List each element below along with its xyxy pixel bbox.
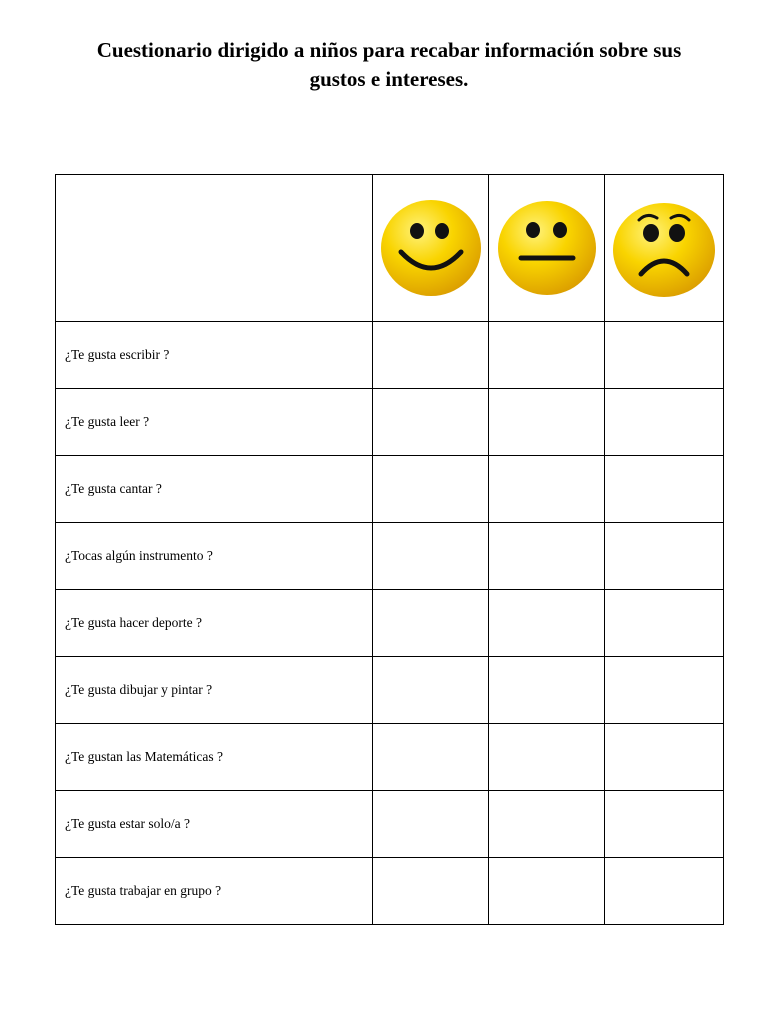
answer-cell-happy[interactable]	[373, 858, 489, 925]
question-label: ¿Te gusta cantar ?	[56, 456, 373, 523]
happy-header-cell	[373, 175, 489, 322]
question-row	[56, 456, 724, 523]
question-label: ¿Tocas algún instrumento ?	[56, 523, 373, 590]
answer-cell-neutral[interactable]	[489, 322, 605, 389]
answer-cell-happy[interactable]	[373, 523, 489, 590]
question-row	[56, 523, 724, 590]
answer-cell-sad[interactable]	[605, 791, 724, 858]
question-row	[56, 791, 724, 858]
question-label: ¿Te gusta estar solo/a ?	[56, 791, 373, 858]
question-label: ¿Te gusta leer ?	[56, 389, 373, 456]
question-row	[56, 389, 724, 456]
neutral-header-cell	[489, 175, 605, 322]
answer-cell-happy[interactable]	[373, 389, 489, 456]
empty-header-cell	[56, 175, 373, 322]
answer-cell-neutral[interactable]	[489, 590, 605, 657]
question-label: ¿Te gusta trabajar en grupo ?	[56, 858, 373, 925]
header-row	[56, 175, 724, 322]
answer-cell-happy[interactable]	[373, 456, 489, 523]
answer-cell-neutral[interactable]	[489, 791, 605, 858]
sad-header-cell	[605, 175, 724, 322]
answer-cell-sad[interactable]	[605, 389, 724, 456]
title-line-2: gustos e intereses.	[309, 67, 469, 91]
answer-cell-happy[interactable]	[373, 322, 489, 389]
answer-cell-happy[interactable]	[373, 724, 489, 791]
answer-cell-sad[interactable]	[605, 657, 724, 724]
answer-cell-sad[interactable]	[605, 456, 724, 523]
question-label: ¿Te gustan las Matemáticas ?	[56, 724, 373, 791]
answer-cell-neutral[interactable]	[489, 389, 605, 456]
answer-cell-sad[interactable]	[605, 724, 724, 791]
answer-cell-sad[interactable]	[605, 858, 724, 925]
answer-cell-happy[interactable]	[373, 590, 489, 657]
document-title	[40, 36, 738, 94]
question-row	[56, 590, 724, 657]
question-label: ¿Te gusta hacer deporte ?	[56, 590, 373, 657]
question-label: ¿Te gusta escribir ?	[56, 322, 373, 389]
answer-cell-happy[interactable]	[373, 791, 489, 858]
survey-table	[55, 174, 724, 925]
answer-cell-happy[interactable]	[373, 657, 489, 724]
answer-cell-neutral[interactable]	[489, 724, 605, 791]
answer-cell-neutral[interactable]	[489, 657, 605, 724]
question-row	[56, 724, 724, 791]
answer-cell-neutral[interactable]	[489, 456, 605, 523]
title-line-1: Cuestionario dirigido a niños para recabar información sobre sus	[96, 38, 682, 62]
answer-cell-sad[interactable]	[605, 523, 724, 590]
question-row	[56, 858, 724, 925]
neutral-face-icon	[496, 198, 598, 298]
question-label: ¿Te gusta dibujar y pintar ?	[56, 657, 373, 724]
question-row	[56, 657, 724, 724]
answer-cell-neutral[interactable]	[489, 858, 605, 925]
happy-face-icon	[379, 198, 483, 298]
answer-cell-sad[interactable]	[605, 322, 724, 389]
answer-cell-neutral[interactable]	[489, 523, 605, 590]
question-row	[56, 322, 724, 389]
answer-cell-sad[interactable]	[605, 590, 724, 657]
sad-face-icon	[611, 198, 717, 298]
